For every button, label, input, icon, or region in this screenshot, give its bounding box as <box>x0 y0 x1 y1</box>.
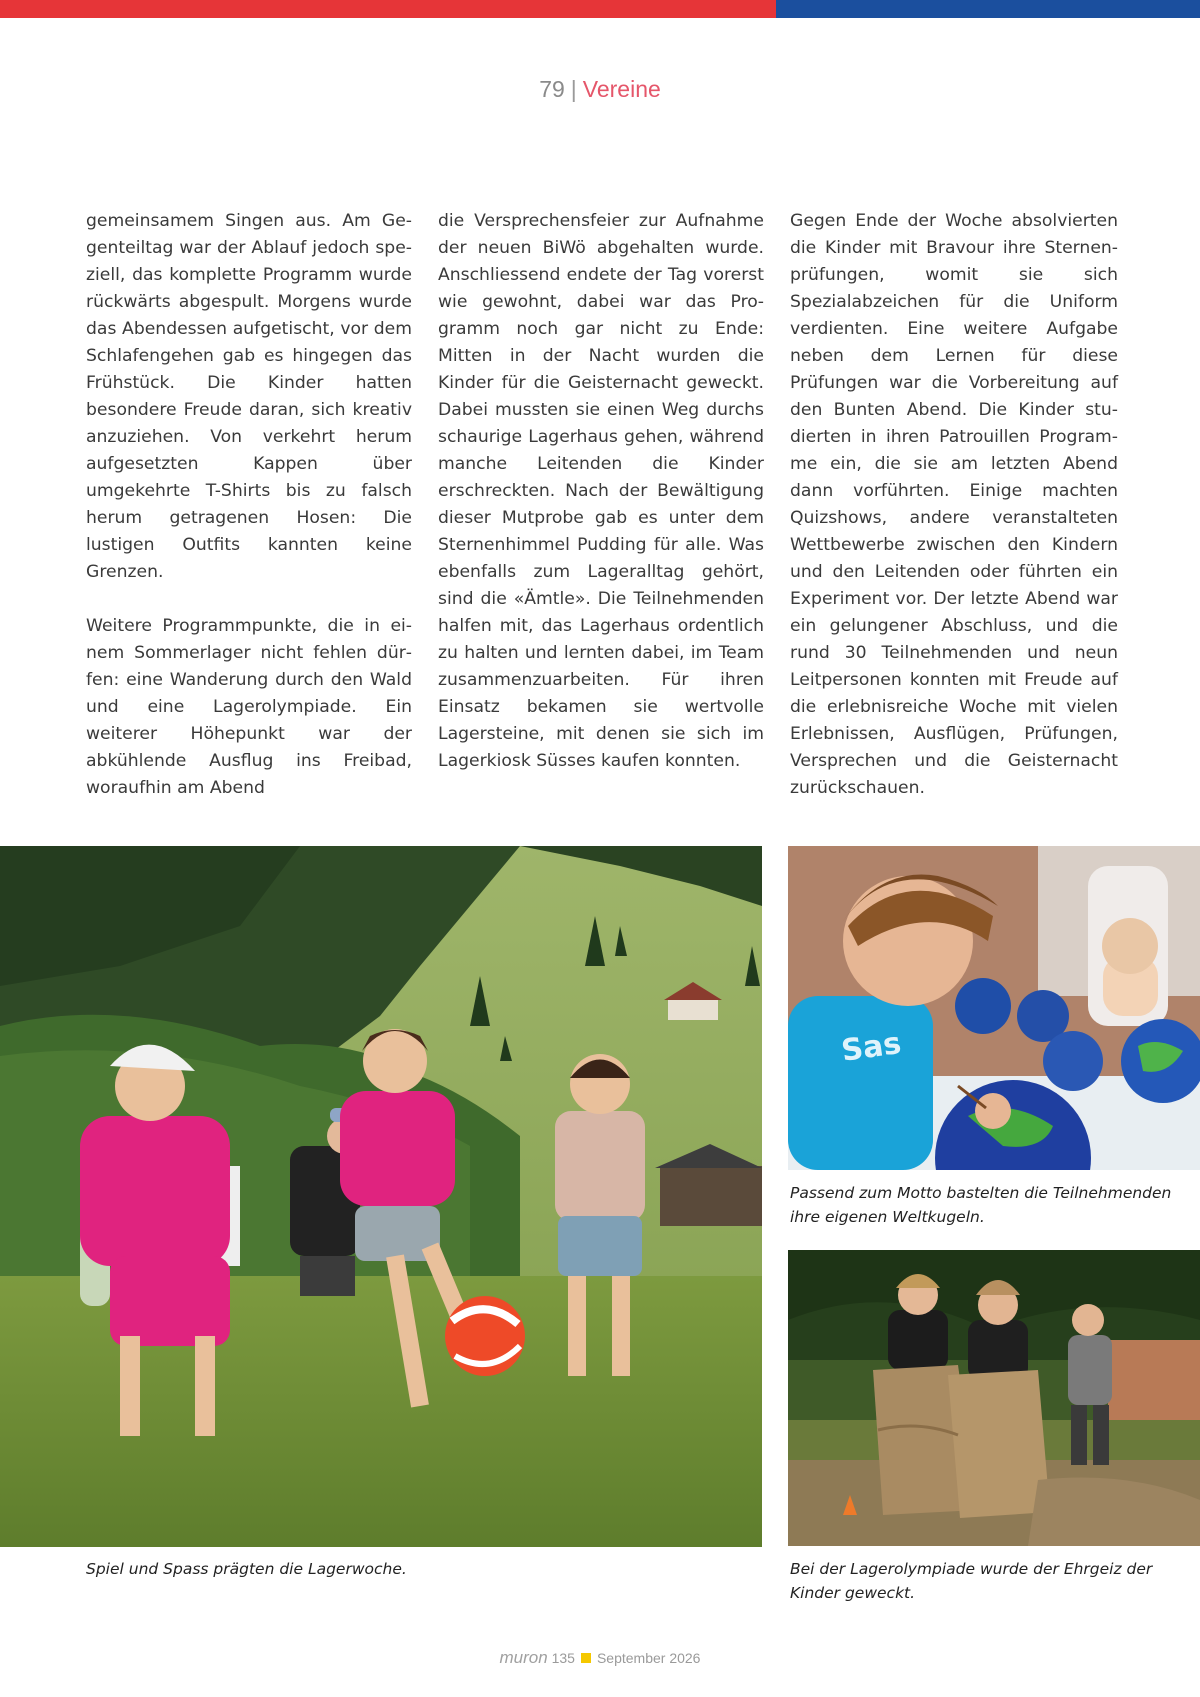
column-1-paragraph-2: Weitere Programmpunkte, die in einem Sommerlager nicht fehlen dürfen: eine Wanderung durch den Wald und eine Lagerolympiade. Ein weiterer Höhepunkt war der abkühlende Ausflug ins Freibad, woraufhin am Abend <box>86 616 412 798</box>
section-title: Vereine <box>582 76 661 102</box>
top-bar-red <box>0 0 776 18</box>
issue-date: September 2026 <box>596 1650 701 1666</box>
text-column-1 <box>86 208 412 829</box>
issue-number: 135 <box>551 1650 575 1666</box>
top-bar-blue <box>776 0 1200 18</box>
caption-football: Spiel und Spass prägten die Lagerwoche. <box>86 1560 407 1578</box>
photo-sack-race <box>788 1250 1200 1546</box>
page-number: 79 <box>539 76 565 102</box>
page-footer <box>0 1648 1200 1668</box>
caption-globes: Passend zum Motto bastelten die Teilnehmenden ihre eigenen Weltkugeln. <box>790 1184 1172 1226</box>
photo-children-football <box>0 846 762 1547</box>
top-color-bar <box>0 0 1200 18</box>
column-1-paragraph-1: gemeinsamem Singen aus. Am Gegenteiltag war der Ablauf jedoch speziell, das komplette Programm wurde rückwärts abgespult. Morgens wurde das Abendessen aufgetischt, vor dem Schlafengehen gab es hingegen das Frühstück. Die Kinder hatten besondere Freude daran, sich kreativ anzuziehen. Von verkehrt herum aufgesetzten Kappen über umgekehrte T-Shirts bis zu falsch herum getragenen Hosen: Die lustigen Outfits kannten keine Grenzen. <box>86 211 412 582</box>
header-separator: | <box>570 76 577 102</box>
globe-photo-illustration <box>788 846 1200 1170</box>
text-column-2 <box>438 208 764 802</box>
footer-square-icon <box>581 1653 591 1663</box>
football-photo-illustration <box>0 846 762 1547</box>
magazine-brand: muron <box>499 1648 548 1667</box>
column-3-paragraph-1: Gegen Ende der Woche absolvierten die Kinder mit Bravour ihre Sternenprüfungen, womit sie sich Spezialabzeichen für die Uniform verdienten. Eine weitere Aufgabe neben dem Lernen für diese Prüfungen war die Vorbereitung auf den Bunten Abend. Die Kinder studierten in ihren Patrouillen Programme ein, die sie am letzten Abend dann vorführten. Einige machten Quizshows, andere veranstalteten Wettbewerbe zwischen den Kindern und den Leitenden oder führten ein Experiment vor. Der letzte Abend war ein gelungener Abschluss, und die rund 30 Teilnehmenden und neun Leitpersonen konnten mit Freude auf die erlebnisreiche Woche mit vielen Erlebnissen, Ausflügen, Prüfungen, Versprechen und die Geisternacht zurückschauen. <box>790 211 1118 798</box>
text-column-3 <box>790 208 1118 829</box>
column-2-paragraph-1: die Versprechensfeier zur Aufnahme der neuen BiWö abgehalten wurde. Anschliessend endete der Tag vorerst wie gewohnt, dabei war das Programm noch gar nicht zu Ende: Mitten in der Nacht wurden die Kinder für die Geisternacht geweckt. Dabei mussten sie einen Weg durchs schaurige Lagerhaus gehen, während manche Leitenden die Kinder erschreckten. Nach der Bewältigung dieser Mutprobe gab es unter dem Sternenhimmel Pudding für alle. Was ebenfalls zum Lageralltag gehört, sind die «Ämtle». Die Teilnehmenden halfen mit, das Lagerhaus ordentlich zu halten und lernten dabei, im Team zusammenzuarbeiten. Für ihren Einsatz bekamen sie wertvolle Lagersteine, mit denen sie sich im Lagerkiosk Süsses kaufen konnten. <box>438 211 764 771</box>
caption-sack-race: Bei der Lagerolympiade wurde der Ehrgeiz der Kinder geweckt. <box>790 1560 1153 1602</box>
photo-painting-globes <box>788 846 1200 1170</box>
page-header <box>0 76 1200 103</box>
sack-race-photo-illustration <box>788 1250 1200 1546</box>
svg-text:Sas: Sas <box>839 1025 904 1069</box>
